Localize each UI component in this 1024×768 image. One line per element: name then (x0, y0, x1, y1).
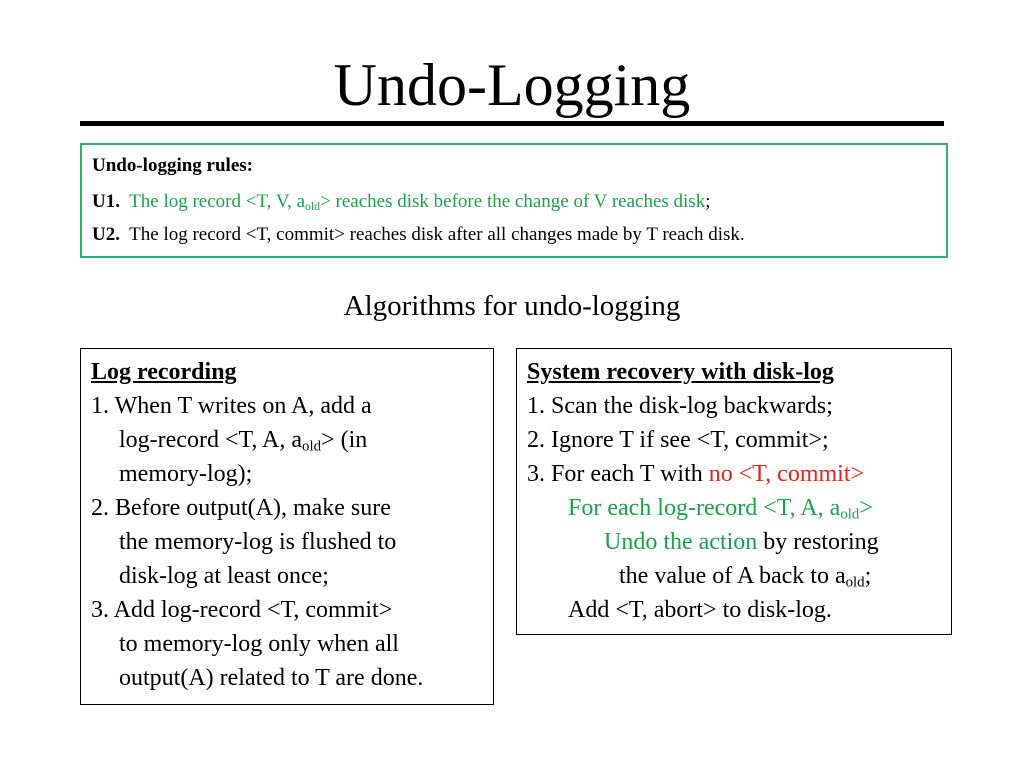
recovery-heading: System recovery with disk-log (527, 359, 834, 385)
undo-action-text: Undo the action (604, 529, 758, 555)
log-step-2: 2. Before output(A), make sure (91, 495, 391, 521)
undo-logging-rules-box (80, 143, 948, 258)
title-underline (80, 121, 944, 126)
log-step-1-cont2: memory-log); (119, 461, 253, 487)
recovery-for-each-log-record: For each log-record <T, A, $a_{old}>$ (568, 495, 873, 523)
log-step-2-cont: the memory-log is flushed to (119, 529, 397, 555)
rule-u2 (92, 224, 745, 246)
recovery-undo-action: Undo the action by restoring (604, 529, 879, 555)
log-step-1: 1. When T writes on A, add a (91, 393, 372, 419)
rule-u1 (92, 191, 710, 213)
recovery-restore-value: the value of A back to $a_{old}$; (619, 563, 872, 591)
rule-u1-text: The log record <T, V, $a_{old}>$ reaches disk before the change of V reaches disk (129, 191, 706, 213)
log-step-3-cont: to memory-log only when all (119, 631, 399, 657)
rule-u1-label: U1. (92, 191, 120, 212)
system-recovery-box (516, 348, 952, 635)
recovery-step-2: 2. Ignore T if see <T, commit>; (527, 427, 829, 453)
recovery-step-3: 3. For each T with no <T, commit> (527, 461, 865, 487)
log-recording-heading: Log recording (91, 359, 237, 385)
rule-u2-text: The log record <T, commit> reaches disk after all changes made by T reach disk. (129, 224, 745, 245)
rules-heading: Undo-logging rules: (92, 155, 253, 176)
rule-u1-tail: ; (705, 191, 711, 212)
log-recording-box (80, 348, 494, 705)
log-step-3: 3. Add log-record <T, commit> (91, 597, 393, 623)
log-step-3-cont2: output(A) related to T are done. (119, 665, 424, 691)
recovery-add-abort: Add <T, abort> to disk-log. (568, 597, 832, 623)
log-step-2-cont2: disk-log at least once; (119, 563, 329, 589)
log-step-1-cont: log-record <T, A, $a_{old}> (in$ (119, 427, 368, 455)
recovery-step-1: 1. Scan the disk-log backwards; (527, 393, 833, 419)
no-commit-text: no <T, commit> (708, 461, 865, 487)
slide-title: Undo-Logging (333, 52, 691, 118)
algorithms-subtitle: Algorithms for undo-logging (343, 290, 681, 322)
rule-u2-label: U2. (92, 224, 120, 245)
